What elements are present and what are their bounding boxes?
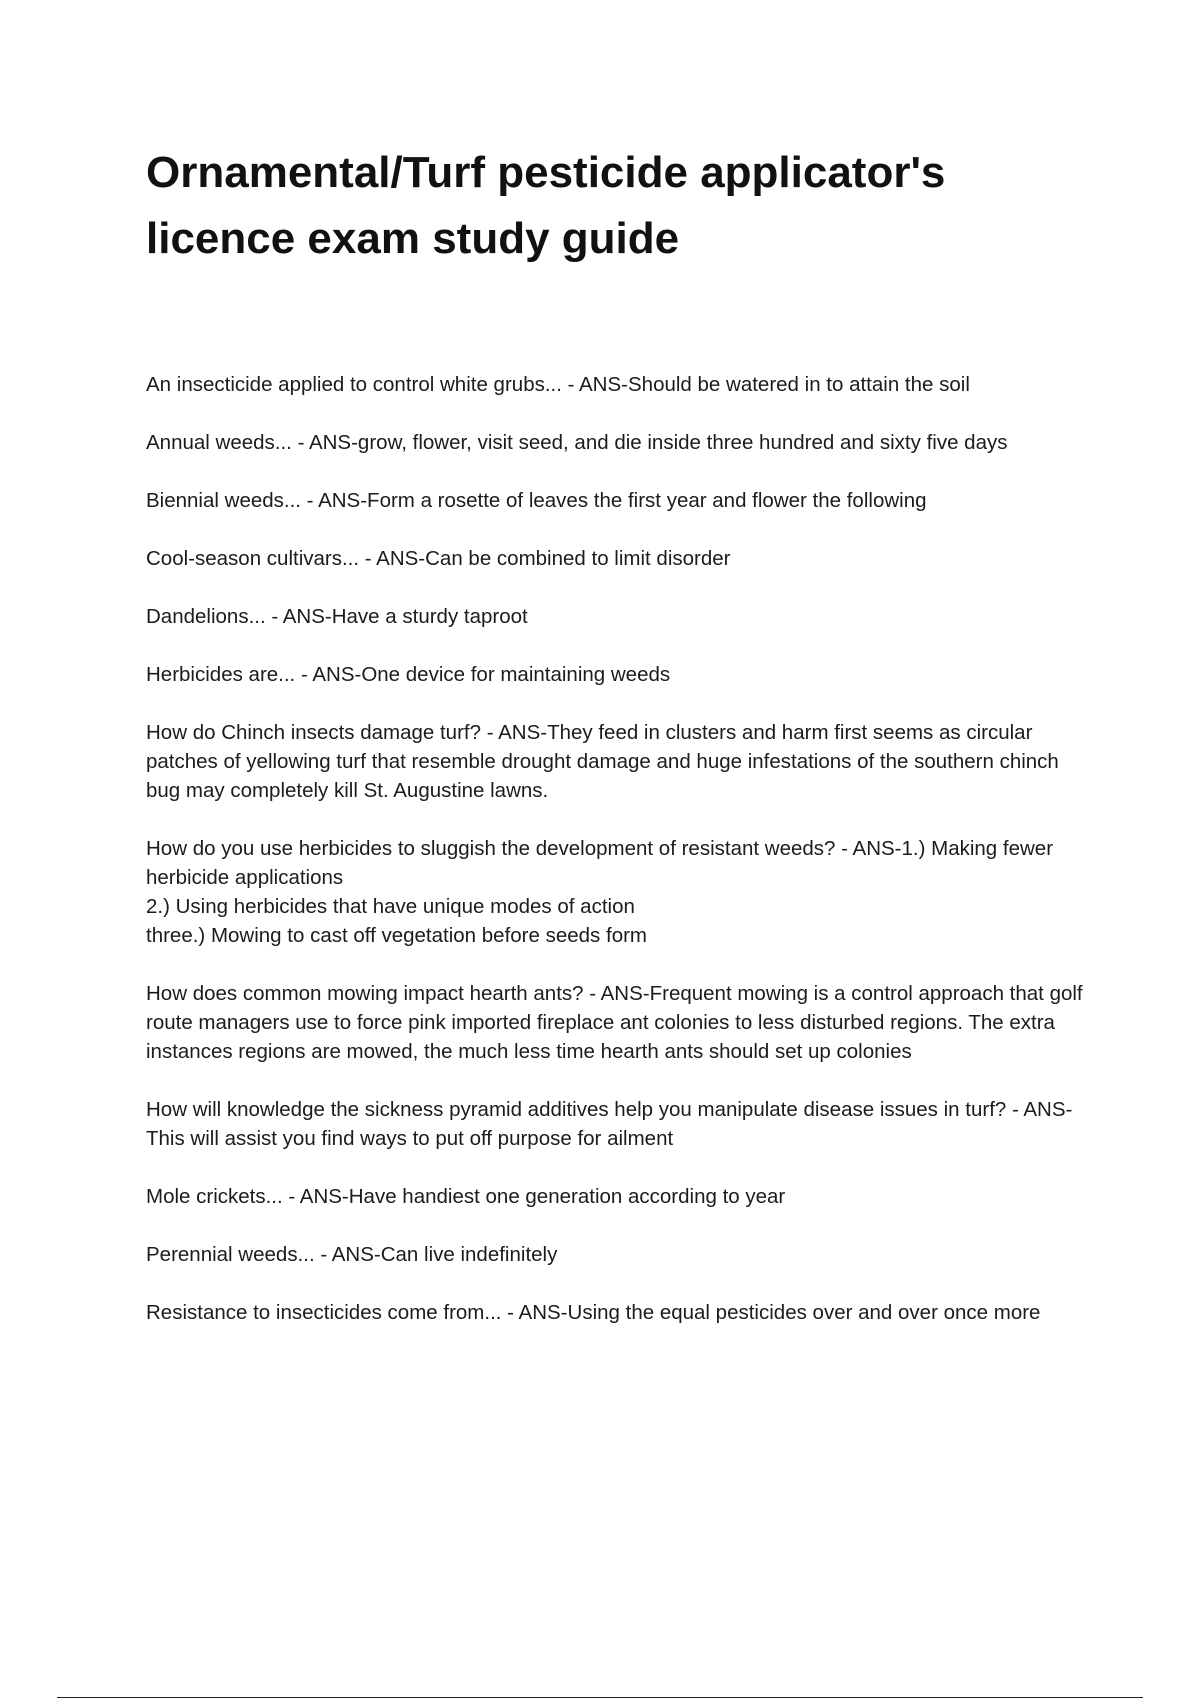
- qa-list: [146, 370, 1086, 1327]
- list-item: How do you use herbicides to sluggish the development of resistant weeds? - ANS-1.) Making fewer herbicide applications 2.) Using herbicides that have unique modes of action three.) Mowing to cast off vegetation before seeds form: [146, 837, 1054, 947]
- list-item: Mole crickets... - ANS-Have handiest one generation according to year: [146, 1185, 786, 1208]
- list-item: How does common mowing impact hearth ants? - ANS-Frequent mowing is a control approach that golf route managers use to force pink imported fireplace ant colonies to less disturbed regions. The extra instances regions are mowed, the much less time hearth ants should set up colonies: [146, 982, 1083, 1063]
- list-item: Cool-season cultivars... - ANS-Can be combined to limit disorder: [146, 547, 731, 570]
- list-item: Perennial weeds... - ANS-Can live indefinitely: [146, 1243, 558, 1266]
- list-item: Herbicides are... - ANS-One device for maintaining weeds: [146, 663, 671, 686]
- list-item: Dandelions... - ANS-Have a sturdy taproot: [146, 605, 528, 628]
- list-item: An insecticide applied to control white grubs... - ANS-Should be watered in to attain the soil: [146, 373, 970, 396]
- document-page: [146, 140, 1086, 1356]
- page-title: Ornamental/Turf pesticide applicator's licence exam study guide: [146, 148, 946, 263]
- list-item: Biennial weeds... - ANS-Form a rosette of leaves the first year and flower the following: [146, 489, 927, 512]
- list-item: Annual weeds... - ANS-grow, flower, visit seed, and die inside three hundred and sixty five days: [146, 431, 1008, 454]
- list-item: How will knowledge the sickness pyramid additives help you manipulate disease issues in turf? - ANS-This will assist you find ways to put off purpose for ailment: [146, 1098, 1073, 1150]
- list-item: Resistance to insecticides come from... - ANS-Using the equal pesticides over and over once more: [146, 1301, 1041, 1324]
- footer-divider: [57, 1697, 1143, 1698]
- list-item: How do Chinch insects damage turf? - ANS-They feed in clusters and harm first seems as circular patches of yellowing turf that resemble drought damage and huge infestations of the southern chinch bug may completely kill St. Augustine lawns.: [146, 721, 1059, 802]
